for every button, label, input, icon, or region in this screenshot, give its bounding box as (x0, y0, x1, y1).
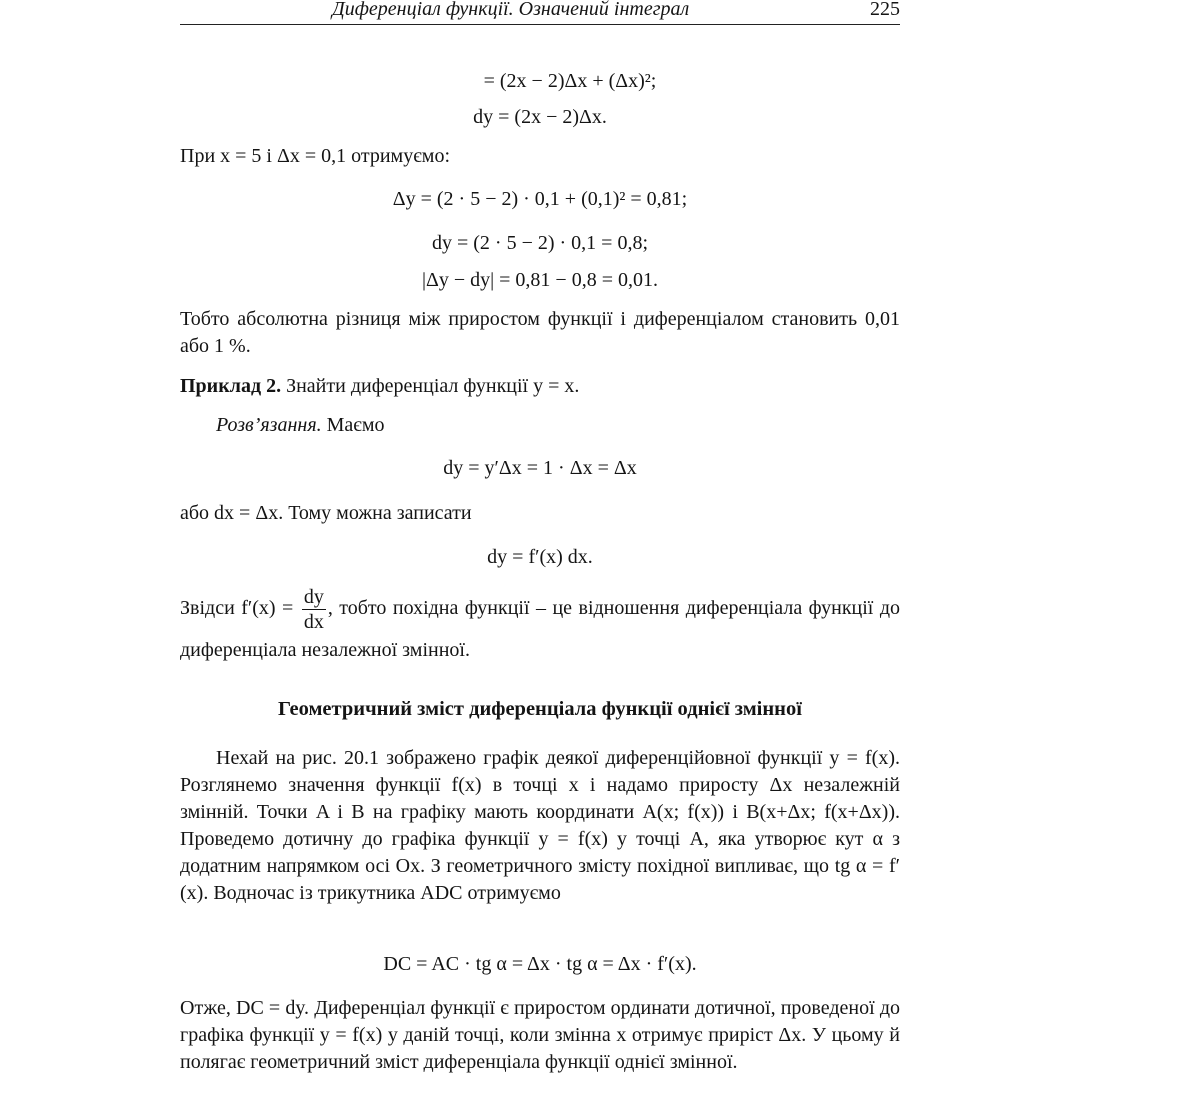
paragraph: або dx = Δx. Тому можна записати (180, 502, 472, 524)
solution-label: Розв’язання. (216, 414, 322, 436)
equation: dy = y′Δx = 1 · Δx = Δx (443, 457, 637, 479)
example-text: Знайти диференціал функції y = x. (286, 375, 580, 397)
solution-text: Маємо (326, 414, 385, 436)
paragraph: Тобто абсолютна різниця між приростом функції і диференціалом становить 0,01 або 1 %. (180, 308, 900, 357)
paragraph: Отже, DC = dy. Диференціал функції є приростом ординати дотичної, проведеної до графіка функції y = f(x) у даній точці, коли змінна x отримує приріст Δx. У цьому й полягає геометричний зміст диференціала функції однієї змінної. (180, 997, 900, 1073)
book-page (180, 0, 900, 1101)
solution-intro (180, 412, 900, 439)
equation: Δy = (2 · 5 − 2) · 0,1 + (0,1)² = 0,81; (392, 188, 688, 210)
equation: |Δy − dy| = 0,81 − 0,8 = 0,01. (422, 269, 658, 291)
fraction-denominator: dx (303, 611, 324, 633)
equation: dy = (2 · 5 − 2) · 0,1 = 0,8; (431, 232, 649, 254)
header-title: Диференціал функції. Означений інтеграл (332, 0, 690, 20)
paragraph-text: , тобто похідна функції – це відношення диференціала функції до диференціала незалежної змінної. (180, 597, 900, 661)
equation: DC = AC · tg α = Δx · tg α = Δx · f′(x). (383, 953, 697, 975)
equation: dy = (2x − 2)Δx. (473, 106, 607, 128)
paragraph: При x = 5 і Δx = 0,1 отримуємо: (180, 145, 450, 167)
example-label: Приклад 2. (180, 375, 282, 397)
paragraph-derivative-ratio (180, 585, 900, 666)
equation: = (2x − 2)Δx + (Δx)²; (483, 70, 657, 92)
paragraph-text: Звідси f′(x) = (180, 597, 294, 620)
paragraph: Нехай на рис. 20.1 зображено графік деякої диференційовної функції y = f(x). Розглянемо значення функції f(x) в точці x і надамо приросту Δx незалежній змінній. Точки A і B на графіку мають координати A(x; f(x)) і B(x+Δx; f(x+Δx)). Проведемо дотичну до графіка функції y = f(x) у точці A, яка утворює кут α з додатним напрямком осі Ox. З геометричного змісту похідної випливає, що tg α = f′(x). Водночас із трикутника ADC отримуємо (180, 747, 900, 904)
fraction-dy-dx (302, 585, 326, 634)
fraction-numerator: dy (303, 586, 324, 608)
running-header (180, 0, 900, 25)
equation: dy = f′(x) dx. (487, 546, 593, 568)
section-heading: Геометричний зміст диференціала функції однієї змінної (278, 698, 802, 720)
page-number: 225 (870, 0, 900, 20)
example-statement (180, 373, 900, 400)
